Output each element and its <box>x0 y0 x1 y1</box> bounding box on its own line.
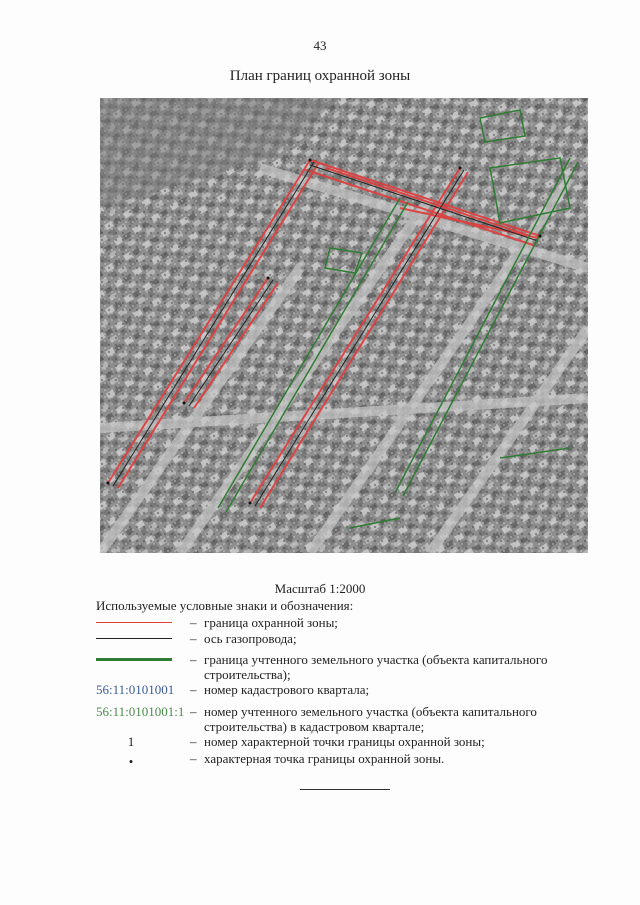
legend-text: – граница охранной зоны; <box>204 615 576 630</box>
legend-heading: Используемые условные знаки и обозначения: <box>96 598 354 613</box>
legend-text: – ось газопровода; <box>204 631 576 646</box>
legend-item-gas-axis <box>96 631 576 646</box>
legend-item-point-number <box>96 734 576 749</box>
legend-item-point <box>96 751 576 769</box>
legend-text: – характерная точка границы охранной зоны. <box>204 751 576 766</box>
legend-text: – номер кадастрового квартала; <box>204 682 576 697</box>
footer-divider <box>300 789 390 790</box>
legend-item-cadastral-quarter <box>96 682 576 697</box>
legend-item-land-plot-number <box>96 704 576 734</box>
land-plot-code: 56:11:0101001:1 <box>96 704 185 719</box>
page-number: 43 <box>313 38 327 53</box>
legend-text: – номер учтенного земельного участка (объекта капитального строительства) в кадастровом квартале; <box>204 704 576 734</box>
point-number-symbol: 1 <box>127 734 135 749</box>
dot-symbol: • <box>128 754 134 769</box>
legend-text: – граница учтенного земельного участка (объекта капитального строительства); <box>204 652 576 682</box>
legend-text: – номер характерной точки границы охранной зоны; <box>204 734 576 749</box>
aerial-map-image <box>100 98 588 553</box>
map-scale: Масштаб 1:2000 <box>274 581 366 596</box>
legend-item-land-plot-border <box>96 652 576 682</box>
protection-zone-map[interactable] <box>100 98 588 553</box>
page-title: План границ охранной зоны <box>229 68 411 84</box>
legend-item-protection-zone <box>96 615 576 630</box>
cadastral-quarter-code: 56:11:0101001 <box>96 682 175 697</box>
